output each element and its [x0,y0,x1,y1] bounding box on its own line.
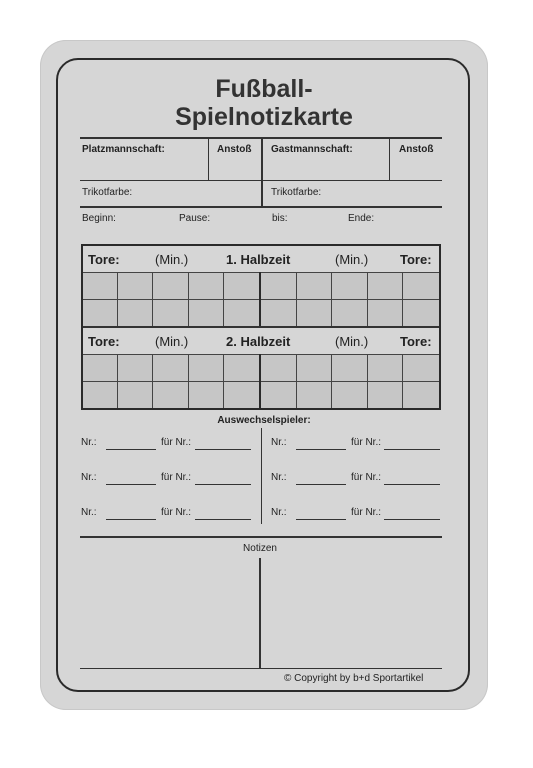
begin-label: Beginn: [82,213,116,224]
goals-left-label: Tore: [88,334,120,349]
sub-for-nr-field[interactable] [195,449,251,450]
goal-cell[interactable] [83,272,118,299]
sub-for-nr-label: für Nr.: [161,437,192,448]
goal-cell[interactable] [368,272,404,299]
sub-nr-field[interactable] [106,484,156,485]
sub-for-nr-label: für Nr.: [351,507,382,518]
home-kickoff-label: Anstoß [217,144,252,155]
substitutes-title: Auswechselspieler: [217,415,311,426]
goal-cell[interactable] [118,381,153,408]
goal-cell[interactable] [261,299,297,326]
sub-for-nr-field[interactable] [384,519,440,520]
goal-cell[interactable] [118,299,153,326]
divider-away-kickoff [389,138,390,180]
sub-nr-field[interactable] [296,449,346,450]
goal-cell[interactable] [153,354,188,381]
sub-nr-label: Nr.: [81,437,97,448]
until-label: bis: [272,213,288,224]
end-label: Ende: [348,213,375,224]
divider-home-kickoff [208,138,209,180]
sub-for-nr-label: für Nr.: [161,472,192,483]
first-half-grid [83,272,439,326]
minutes-left-label: (Min.) [155,334,189,349]
goal-cell[interactable] [189,354,224,381]
goal-cell[interactable] [153,381,188,408]
sub-nr-label: Nr.: [271,437,287,448]
goal-cell[interactable] [332,299,368,326]
second-half-header [83,328,439,356]
goal-cell[interactable] [153,272,188,299]
sub-for-nr-label: für Nr.: [351,472,382,483]
game-note-card [40,40,488,710]
goal-cell[interactable] [403,272,439,299]
first-half-away-cells [261,272,439,326]
home-jersey-label: Trikotfarbe: [82,187,133,198]
goal-cell[interactable] [153,299,188,326]
away-team-label: Gastmannschaft: [271,144,353,155]
goal-cell[interactable] [224,272,259,299]
goal-cell[interactable] [118,272,153,299]
sub-for-nr-label: für Nr.: [351,437,382,448]
goal-cell[interactable] [368,354,404,381]
sub-nr-field[interactable] [296,519,346,520]
goal-cell[interactable] [332,381,368,408]
first-half-home-cells [83,272,261,326]
divider-center-teams [261,138,263,208]
away-jersey-label: Trikotfarbe: [271,187,322,198]
notes-title: Notizen [243,543,277,554]
sub-for-nr-field[interactable] [384,449,440,450]
sub-nr-field[interactable] [106,449,156,450]
second-half-home-cells [83,354,261,408]
goal-cell[interactable] [261,272,297,299]
card-title-line1: Fußball- [215,75,313,103]
divider-jersey [80,180,442,181]
goal-cell[interactable] [189,381,224,408]
sub-nr-label: Nr.: [271,507,287,518]
goal-cell[interactable] [297,381,333,408]
goal-cell[interactable] [224,381,259,408]
divider-times [80,206,442,208]
card-title-line2: Spielnotizkarte [175,103,353,131]
minutes-left-label: (Min.) [155,252,189,267]
goals-left-label: Tore: [88,252,120,267]
goal-cell[interactable] [297,299,333,326]
sub-nr-label: Nr.: [271,472,287,483]
goal-cell[interactable] [224,354,259,381]
notes-bottom-line [80,668,442,669]
goal-cell[interactable] [189,272,224,299]
first-half-title: 1. Halbzeit [226,252,291,267]
goal-cell[interactable] [224,299,259,326]
pause-label: Pause: [179,213,211,224]
goals-right-label: Tore: [400,334,432,349]
sub-for-nr-field[interactable] [195,519,251,520]
goal-cell[interactable] [368,299,404,326]
sub-for-nr-label: für Nr.: [161,507,192,518]
goal-cell[interactable] [189,299,224,326]
goal-cell[interactable] [403,354,439,381]
minutes-right-label: (Min.) [335,334,369,349]
goal-cell[interactable] [83,299,118,326]
sub-nr-label: Nr.: [81,507,97,518]
goal-cell[interactable] [403,381,439,408]
second-half-away-cells [261,354,439,408]
away-kickoff-label: Anstoß [399,144,434,155]
goal-cell[interactable] [332,272,368,299]
second-half-grid [83,354,439,408]
notes-divider [80,536,442,538]
goal-cell[interactable] [368,381,404,408]
sub-for-nr-field[interactable] [195,484,251,485]
substitutes-divider [261,428,262,524]
sub-for-nr-field[interactable] [384,484,440,485]
goal-cell[interactable] [83,354,118,381]
goal-cell[interactable] [297,272,333,299]
goal-cell[interactable] [403,299,439,326]
sub-nr-field[interactable] [296,484,346,485]
goal-cell[interactable] [297,354,333,381]
score-box [81,244,441,410]
goal-cell[interactable] [332,354,368,381]
second-half-title: 2. Halbzeit [226,334,291,349]
minutes-right-label: (Min.) [335,252,369,267]
home-team-label: Platzmannschaft: [82,144,165,155]
goal-cell[interactable] [261,354,297,381]
goal-cell[interactable] [261,381,297,408]
notes-center-divider [259,558,261,668]
sub-nr-field[interactable] [106,519,156,520]
goal-cell[interactable] [118,354,153,381]
first-half-header [83,246,439,274]
sub-nr-label: Nr.: [81,472,97,483]
goal-cell[interactable] [83,381,118,408]
goals-right-label: Tore: [400,252,432,267]
copyright-text: © Copyright by b+d Sportartikel [284,673,424,684]
